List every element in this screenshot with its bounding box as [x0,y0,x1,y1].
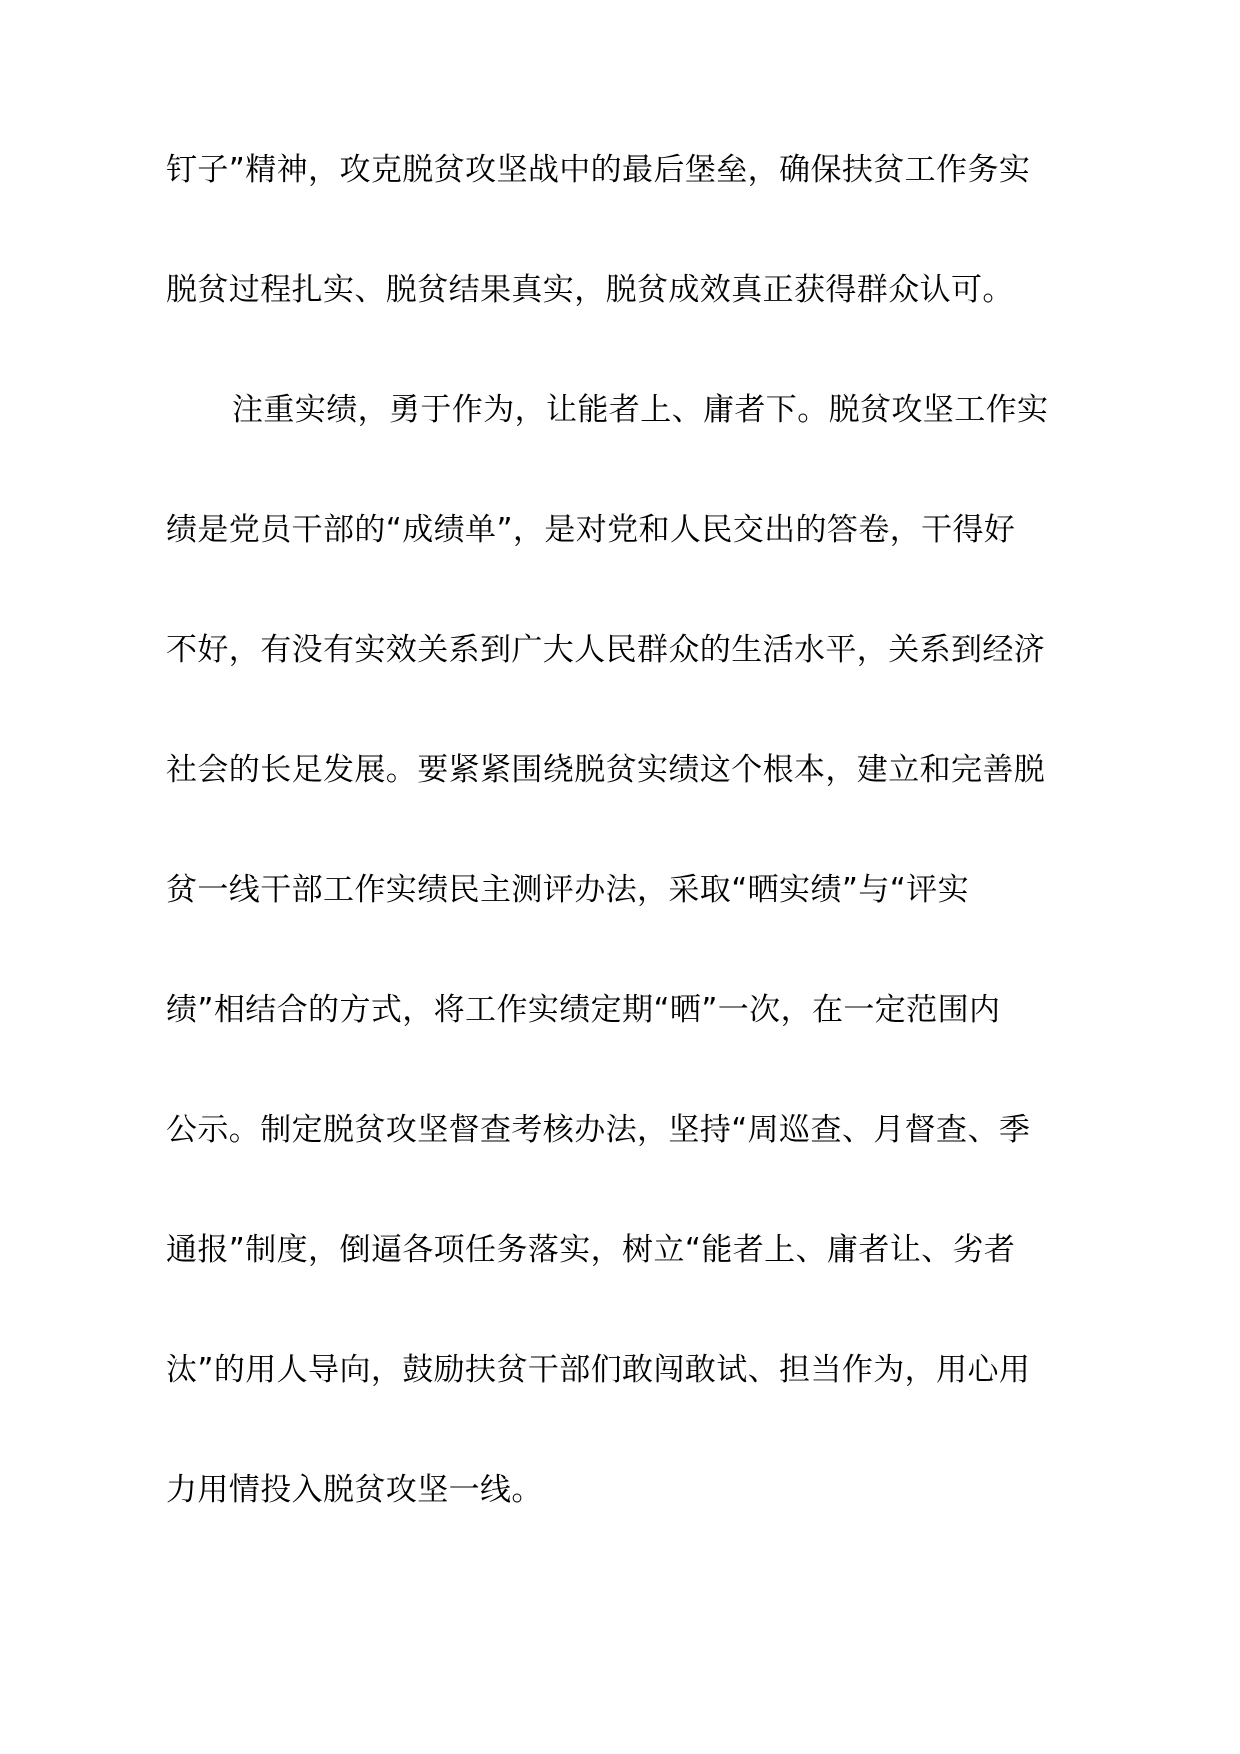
text-line: 绩”相结合的方式，将工作实绩定期“晒”一次，在一定范围内 [166,992,1001,1028]
paragraph-first-line: 注重实绩，勇于作为，让能者上、庸者下。脱贫攻坚工作实 [232,392,1049,428]
text-line: 脱贫过程扎实、脱贫结果真实，脱贫成效真正获得群众认可。 [166,272,1014,308]
text-line: 公示。制定脱贫攻坚督查考核办法，坚持“周巡查、月督查、季 [166,1112,1031,1148]
text-line: 绩是党员干部的“成绩单”，是对党和人民交出的答卷，干得好 [166,512,1016,548]
text-line: 社会的长足发展。要紧紧围绕脱贫实绩这个根本，建立和完善脱 [166,752,1046,788]
text-line: 钉子”精神，攻克脱贫攻坚战中的最后堡垒，确保扶贫工作务实 [166,152,1031,188]
text-line: 力用情投入脱贫攻坚一线。 [166,1472,543,1508]
document-body [166,152,1116,1595]
text-line: 汰”的用人导向，鼓励扶贫干部们敢闯敢试、担当作为，用心用 [166,1352,1031,1388]
text-line: 不好，有没有实效关系到广大人民群众的生活水平，关系到经济 [166,632,1046,668]
text-line: 贫一线干部工作实绩民主测评办法，采取“晒实绩”与“评实 [166,872,969,908]
text-line: 通报”制度，倒逼各项任务落实，树立“能者上、庸者让、劣者 [166,1232,1016,1268]
